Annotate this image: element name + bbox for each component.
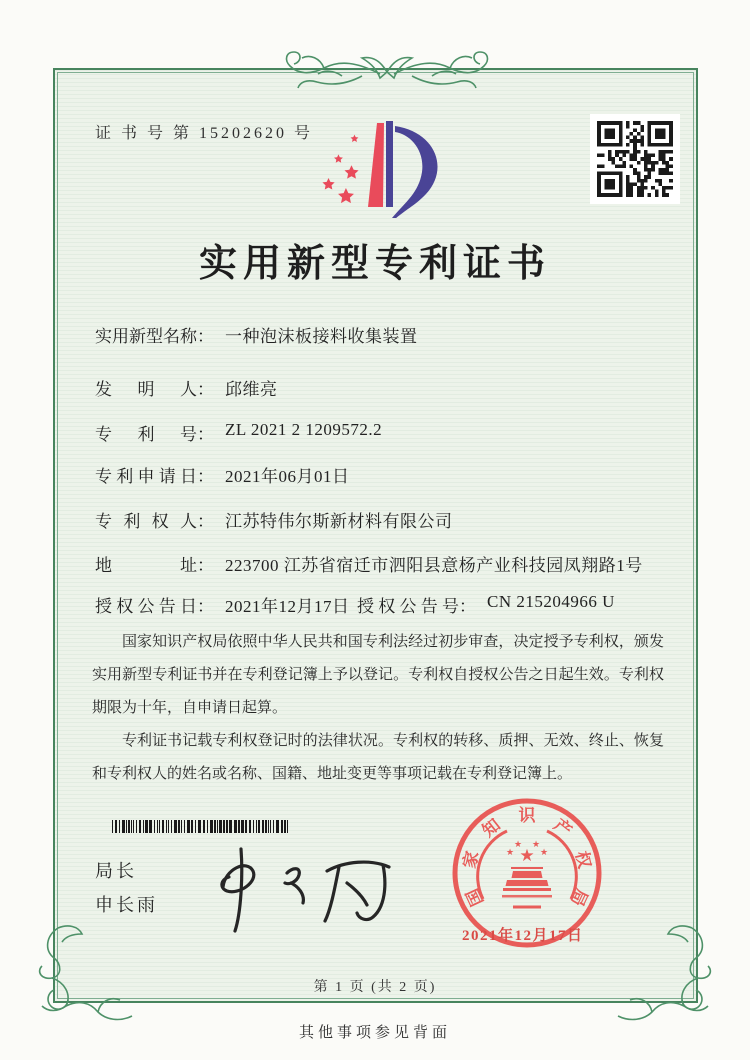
field-label: 实用新型名称: [95, 327, 197, 346]
field-row-address: [95, 551, 695, 576]
qr-code: [590, 114, 680, 204]
field-colon: ：: [197, 597, 214, 616]
field-label: 专利权人: [95, 512, 197, 531]
field-row-patent-number: [95, 420, 695, 445]
field-value: CN 215204966 U: [487, 592, 615, 611]
certificate-number: 证 书 号 第 15202620 号: [95, 125, 314, 142]
field-colon: ：: [197, 467, 214, 486]
field-colon: ：: [197, 380, 214, 399]
field-row-filing-date: [95, 462, 695, 487]
signer-name: 申长雨: [95, 895, 158, 915]
national-emblem: [502, 839, 552, 898]
field-value: 223700 江苏省宿迁市泗阳县意杨产业科技园凤翔路1号: [225, 556, 643, 575]
field-colon: ：: [197, 556, 214, 575]
field-value: 2021年06月01日: [225, 467, 350, 486]
svg-text:家: 家: [459, 849, 483, 871]
svg-text:★: ★: [519, 846, 535, 865]
svg-text:识: 识: [518, 806, 536, 825]
field-colon: ：: [197, 512, 214, 531]
reverse-side-note: 其他事项参见背面: [298, 1025, 451, 1041]
svg-text:★: ★: [513, 839, 523, 849]
field-value: 2021年12月17日: [225, 597, 350, 616]
legal-paragraph: 专利证书记载专利权登记时的法律状况。专利权的转移、质押、无效、终止、恢复和专利权人的姓名或名称、国籍、地址变更等事项记载在专利登记簿上。: [92, 733, 664, 782]
field-label: 授权公告日: [95, 597, 197, 616]
page-number: 第 1 页 (共 2 页): [313, 980, 437, 995]
svg-text:局: 局: [566, 885, 592, 910]
field-value: 江苏特伟尔斯新材料有限公司: [225, 512, 453, 531]
field-label: 发明人: [95, 380, 197, 399]
field-row-patentee: [95, 507, 695, 532]
svg-text:★: ★: [539, 847, 549, 857]
field-label: 地址: [95, 556, 197, 575]
signer-title: 局长: [95, 861, 137, 881]
svg-text:★: ★: [531, 839, 541, 849]
field-colon: ：: [459, 597, 476, 616]
field-value: ZL 2021 2 1209572.2: [225, 420, 383, 439]
signer-block: [95, 854, 158, 922]
top-garland-ornament: [262, 34, 512, 96]
field-value: 一种泡沫板接料收集装置: [225, 327, 418, 346]
field-label: 专利号: [95, 425, 197, 444]
field-colon: ：: [197, 425, 214, 444]
field-row-name: [95, 322, 695, 347]
field-colon: ：: [197, 327, 214, 346]
legal-text: [92, 626, 664, 791]
signature: [195, 835, 405, 940]
field-row-inventor: [95, 375, 695, 400]
field-label: 授权公告号: [357, 597, 459, 616]
svg-text:产: 产: [550, 815, 576, 841]
svg-text:知: 知: [478, 815, 504, 841]
field-value: 邱维亮: [225, 380, 278, 399]
svg-text:权: 权: [571, 849, 595, 871]
bottom-left-corner-ornament: [28, 920, 148, 1030]
barcode: [112, 820, 292, 833]
field-row-grant: [95, 592, 695, 617]
cnipa-logo: [300, 106, 465, 218]
svg-text:★: ★: [505, 847, 515, 857]
field-label: 专利申请日: [95, 467, 197, 486]
seal-date: 2021年12月17日: [462, 928, 584, 944]
svg-text:国: 国: [462, 885, 488, 910]
certificate-title: 实用新型专利证书: [198, 243, 551, 285]
grant-number-group: [357, 592, 615, 617]
legal-paragraph: 国家知识产权局依照中华人民共和国专利法经过初步审查，决定授予专利权，颁发实用新型专利证书并在专利登记簿上予以登记。专利权自授权公告之日起生效。专利权期限为十年，自申请日起算。: [92, 634, 664, 716]
